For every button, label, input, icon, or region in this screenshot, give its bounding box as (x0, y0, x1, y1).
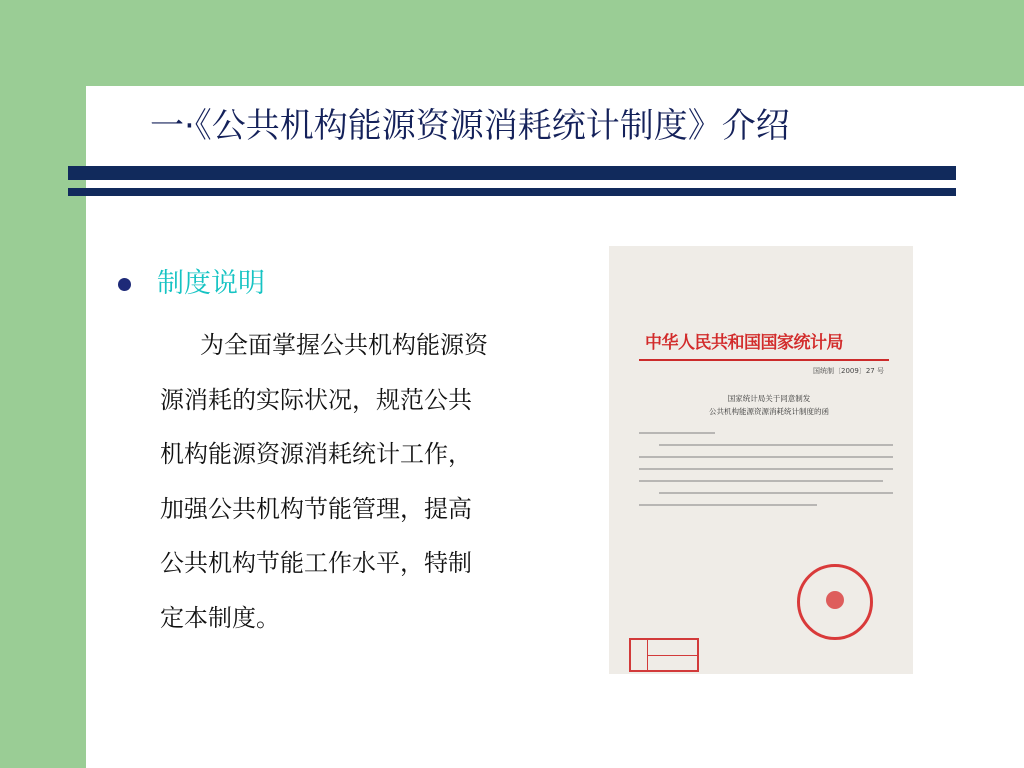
official-seal-icon (797, 564, 873, 640)
document-body-text (639, 432, 893, 516)
document-subtitle-line: 国家统计局关于同意制发 (727, 394, 811, 403)
paragraph-line: 定本制度。 (160, 603, 280, 632)
title-rule-thick (68, 166, 956, 180)
top-green-band (86, 0, 1024, 86)
document-red-rule (639, 359, 889, 361)
paragraph-line: 公共机构节能工作水平，特制 (160, 549, 472, 577)
document-subtitle (669, 392, 869, 418)
bullet-heading: 制度说明 (157, 268, 265, 299)
left-green-band (0, 0, 86, 768)
paragraph-line: 加强公共机构节能管理，提高 (160, 494, 472, 523)
receipt-stamp-icon (629, 638, 699, 672)
document-subtitle-line: 公共机构能源资源消耗统计制度的函 (709, 407, 829, 416)
paragraph-line: 源消耗的实际状况，规范公共 (160, 385, 472, 414)
slide-title: 一·《公共机构能源资源消耗统计制度》介绍 (150, 106, 790, 146)
document-letterhead: 中华人民共和国国家统计局 (645, 333, 843, 353)
document-photo (609, 246, 913, 674)
paragraph-line: 为全面掌握公共机构能源资 (200, 331, 488, 359)
bullet-item (118, 262, 265, 306)
bullet-dot-icon (118, 278, 131, 291)
title-rule-thin (68, 188, 956, 196)
document-number: 国统制〔2009〕27 号 (813, 367, 884, 375)
paragraph-line: 机构能源资源消耗统计工作， (160, 440, 472, 468)
description-paragraph (160, 318, 540, 645)
